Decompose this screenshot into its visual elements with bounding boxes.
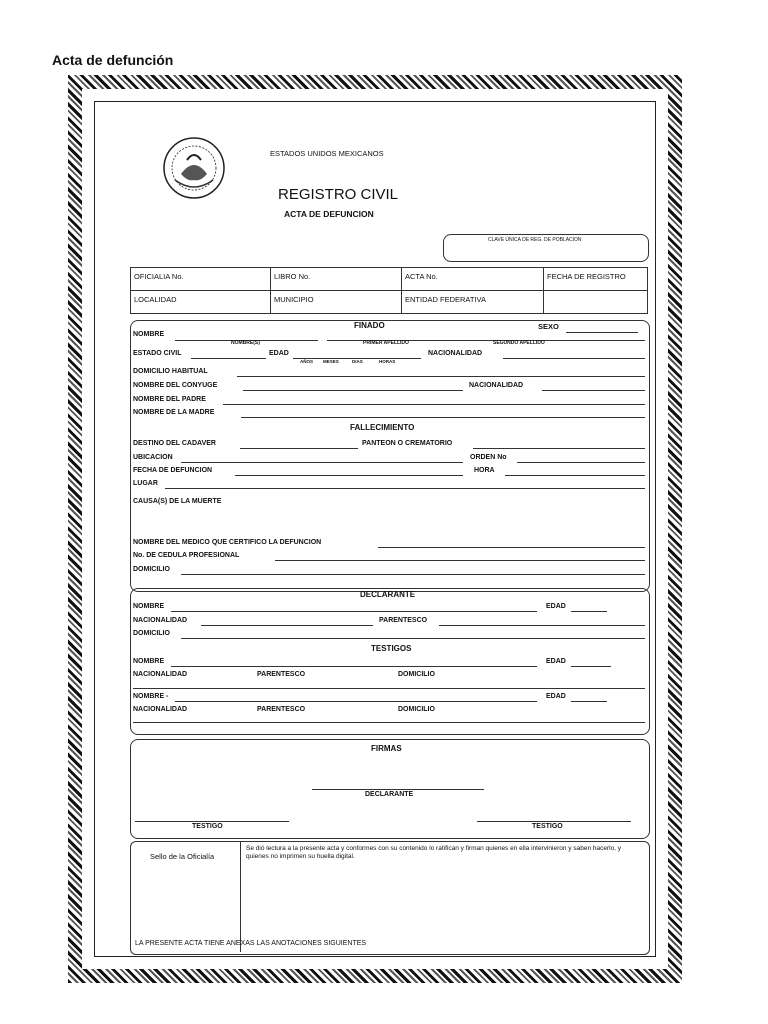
testigo1-edad-label: EDAD — [546, 658, 566, 665]
segundo-apellido-sublabel: SEGUNDO APELLIDO — [493, 340, 545, 346]
declarante-nacionalidad-line[interactable] — [201, 625, 373, 626]
testigo2-edad-line[interactable] — [571, 701, 607, 702]
testigo1-edad-line[interactable] — [571, 666, 611, 667]
edad-anos-sublabel: AÑOS — [300, 359, 314, 364]
testigo2-nombre-line[interactable] — [175, 701, 537, 702]
testigo2-nombre-label: NOMBRE - — [133, 693, 169, 700]
ubicacion-label: UBICACION — [133, 454, 173, 461]
medico-label: NOMBRE DEL MEDICO QUE CERTIFICO LA DEFUNCION — [133, 539, 322, 546]
testigo2-parentesco-label: PARENTESCO — [257, 706, 306, 713]
fecha-defuncion-label: FECHA DE DEFUNCION — [133, 467, 213, 474]
destino-line[interactable] — [240, 448, 358, 449]
destino-label: DESTINO DEL CADAVER — [133, 440, 216, 447]
conyuge-nacionalidad-label: NACIONALIDAD — [469, 382, 524, 389]
estado-civil-line[interactable] — [191, 358, 266, 359]
testigo1-nacionalidad-label: NACIONALIDAD — [133, 671, 188, 678]
medico-domicilio-line[interactable] — [181, 574, 645, 575]
seal-divider — [240, 842, 241, 952]
nacionalidad-label: NACIONALIDAD — [428, 350, 483, 357]
anotaciones-statement: LA PRESENTE ACTA TIENE ANEXAS LAS ANOTACIONES SIGUIENTES — [135, 940, 367, 947]
medico-line[interactable] — [378, 547, 645, 548]
orden-line[interactable] — [517, 462, 645, 463]
blank-cell — [543, 290, 648, 314]
finado-title: FINADO — [354, 321, 385, 330]
edad-meses-sublabel: MESES — [323, 359, 339, 364]
testigo-right-signature-line[interactable] — [477, 821, 631, 822]
declarante-parentesco-label: PARENTESCO — [379, 617, 428, 624]
testigo-left-signature-label: TESTIGO — [192, 823, 223, 830]
declarante-title: DECLARANTE — [360, 590, 416, 599]
declarante-nombre-label: NOMBRE — [133, 603, 165, 610]
testigos-title: TESTIGOS — [371, 644, 412, 653]
conyuge-line[interactable] — [243, 390, 463, 391]
cedula-label: No. DE CEDULA PROFESIONAL — [133, 552, 240, 559]
testigo1-parentesco-label: PARENTESCO — [257, 671, 306, 678]
madre-label: NOMBRE DE LA MADRE — [133, 409, 215, 416]
hora-line[interactable] — [505, 475, 645, 476]
testigo-left-signature-line[interactable] — [135, 821, 289, 822]
page-title: Acta de defunción — [52, 52, 174, 68]
cedula-line[interactable] — [275, 560, 645, 561]
libro-cell: LIBRO No. — [270, 267, 402, 291]
document-type-heading: ACTA DE DEFUNCION — [284, 209, 374, 219]
hora-label: HORA — [474, 467, 495, 474]
edad-label: EDAD — [269, 350, 289, 357]
sexo-line[interactable] — [566, 332, 638, 333]
testigo2-nacionalidad-label: NACIONALIDAD — [133, 706, 188, 713]
certificate-form — [94, 101, 656, 957]
orden-label: ORDEN No — [470, 454, 507, 461]
testigo1-nombre-line[interactable] — [171, 666, 537, 667]
domicilio-habitual-line[interactable] — [237, 376, 645, 377]
declarante-domicilio-label: DOMICILIO — [133, 630, 170, 637]
testigo-right-signature-label: TESTIGO — [532, 823, 563, 830]
lugar-line[interactable] — [165, 488, 645, 489]
lectura-statement: Se dió lectura a la presente acta y conformes con su contenido lo ratifican y firman quienes en ella intervinieron y saben hacerlo, y quienes no imprimen su huella digital. — [246, 845, 622, 860]
nombre-label: NOMBRE — [133, 331, 165, 338]
lugar-label: LUGAR — [133, 480, 158, 487]
fecha-defuncion-line[interactable] — [235, 475, 463, 476]
nombres-sublabel: NOMBRE(S) — [231, 340, 260, 346]
ubicacion-line[interactable] — [181, 462, 463, 463]
sello-oficialia-label: Sello de la Oficialía — [150, 852, 215, 861]
domicilio-habitual-label: DOMICILIO HABITUAL — [133, 368, 208, 375]
padre-line[interactable] — [223, 404, 645, 405]
entidad-cell: ENTIDAD FEDERATIVA — [401, 290, 544, 314]
edad-horas-sublabel: HORAS — [379, 359, 396, 364]
testigo1-domicilio-label: DOMICILIO — [398, 671, 435, 678]
panteon-label: PANTEON O CREMATORIO — [362, 440, 453, 447]
sexo-label: SEXO — [538, 322, 559, 331]
acta-cell: ACTA No. — [401, 267, 544, 291]
localidad-cell: LOCALIDAD — [130, 290, 271, 314]
testigo2-extra-line[interactable] — [133, 722, 645, 723]
registry-heading: REGISTRO CIVIL — [278, 186, 399, 203]
estado-civil-label: ESTADO CIVIL — [133, 350, 182, 357]
mexican-coat-of-arms-seal — [145, 130, 243, 200]
testigo2-domicilio-label: DOMICILIO — [398, 706, 435, 713]
madre-line[interactable] — [241, 417, 645, 418]
curp-label: CLAVE ÚNICA DE REG. DE POBLACION — [488, 237, 582, 243]
edad-dias-sublabel: DIAS — [352, 359, 363, 364]
testigo1-extra-line[interactable] — [133, 688, 645, 689]
ornamental-frame — [68, 75, 682, 983]
nacionalidad-line[interactable] — [503, 358, 645, 359]
medico-domicilio-label: DOMICILIO — [133, 566, 170, 573]
causas-label: CAUSA(S) DE LA MUERTE — [133, 498, 222, 505]
conyuge-nacionalidad-line[interactable] — [542, 390, 645, 391]
declarante-nombre-line[interactable] — [171, 611, 537, 612]
oficialia-cell: OFICIALIA No. — [130, 267, 271, 291]
padre-label: NOMBRE DEL PADRE — [133, 396, 206, 403]
conyuge-label: NOMBRE DEL CONYUGE — [133, 382, 218, 389]
declarante-parentesco-line[interactable] — [439, 625, 645, 626]
municipio-cell: MUNICIPIO — [270, 290, 402, 314]
primer-apellido-sublabel: PRIMER APELLIDO — [363, 340, 409, 346]
panteon-line[interactable] — [473, 448, 645, 449]
testigo2-edad-label: EDAD — [546, 693, 566, 700]
declarante-edad-line[interactable] — [571, 611, 607, 612]
declarante-domicilio-line[interactable] — [181, 638, 645, 639]
declarante-nacionalidad-label: NACIONALIDAD — [133, 617, 188, 624]
declarante-edad-label: EDAD — [546, 603, 566, 610]
declarante-signature-label: DECLARANTE — [365, 791, 414, 798]
firmas-title: FIRMAS — [371, 744, 402, 753]
fecha-registro-cell: FECHA DE REGISTRO — [543, 267, 648, 291]
declarante-signature-line[interactable] — [312, 789, 484, 790]
curp-box — [443, 234, 649, 262]
testigo1-nombre-label: NOMBRE — [133, 658, 165, 665]
country-heading: ESTADOS UNIDOS MEXICANOS — [270, 149, 384, 158]
fallecimiento-title: FALLECIMIENTO — [350, 423, 415, 432]
